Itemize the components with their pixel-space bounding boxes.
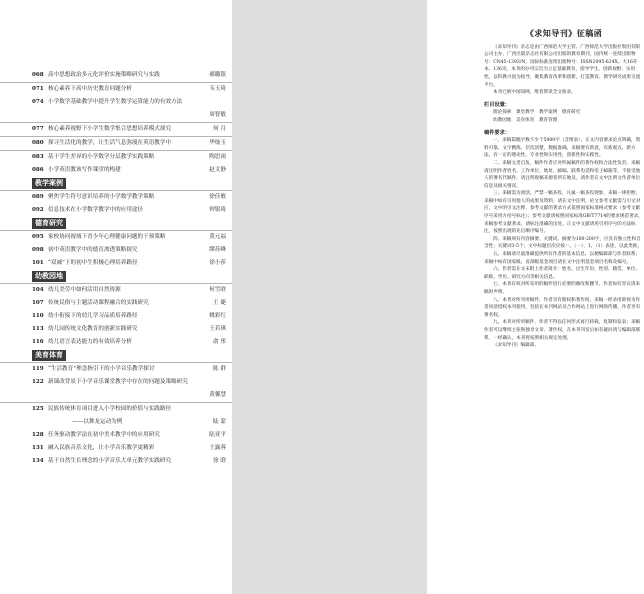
toc-page-number: 119 <box>32 366 44 372</box>
toc-title: 基于自然生长理念的小学音乐大单元教学实践研究 <box>48 458 172 464</box>
toc-entry[interactable] <box>0 403 232 416</box>
toc-entry[interactable] <box>0 376 232 389</box>
toc-title: 聚焦学生符号意识培养的小学数学教学策略 <box>48 194 155 200</box>
toc-list <box>0 69 232 468</box>
toc-author: 何 月 <box>213 126 226 132</box>
toc-entry[interactable] <box>0 429 232 442</box>
toc-title: 民族传统体育项目进入小学校园的价值与实践路径 <box>48 406 172 412</box>
columns-line-1: 理论探索 课堂教学 教学案例 德育研究 <box>493 110 581 116</box>
toc-title: 新课改背景下小学音乐课堂教学中存在的问题及策略研究 <box>48 379 188 385</box>
toc-author: 陆亚平 <box>209 432 226 438</box>
toc-entry[interactable] <box>0 231 232 244</box>
section-header <box>0 270 232 284</box>
toc-title: 核心素养视野下小学生数学集合思想培养模式探究 <box>48 126 172 132</box>
toc-entry[interactable] <box>0 310 232 323</box>
toc-title: 初中英语教学中的德育渗透策略探究 <box>48 247 138 253</box>
toc-title: 信息技术在小学数学教学中的应用途径 <box>48 207 144 213</box>
toc-page-number: 068 <box>32 72 44 78</box>
toc-title: “生活教育”理念指引下的小学音乐教学探讨 <box>48 366 155 372</box>
toc-title: 家校协同视域下青少年心理健康问题的干预策略 <box>48 234 166 240</box>
toc-title: 高中思想政治多元化评价实施策略研究与实践 <box>48 72 160 78</box>
toc-author: 陶思雨 <box>209 154 226 160</box>
toc-title: 小学数学基础教学中提升学生数学运算能力的有效方法 <box>48 99 183 105</box>
toc-page-number: 071 <box>32 86 44 92</box>
toc-page-number: 134 <box>32 458 44 464</box>
toc-entry[interactable] <box>0 323 232 336</box>
section-label: 幼教园地 <box>32 271 66 282</box>
toc-entry[interactable] <box>0 69 232 83</box>
toc-page-number: 077 <box>32 126 44 132</box>
requirement-6: 六、作者需在文末附上作者简介：姓名、出生年份、性别、籍贯、单位、职称、学历、研究方向等相关信息。 <box>484 267 641 280</box>
toc-page-number: 107 <box>32 300 44 306</box>
toc-page-number: 128 <box>32 432 44 438</box>
toc-entry[interactable] <box>0 455 232 468</box>
toc-entry[interactable] <box>0 389 232 403</box>
call-for-papers-panel <box>232 0 643 594</box>
toc-entry[interactable] <box>0 151 232 164</box>
requirement-7: 七、本刊有权对所采用的稿件进行必要的修改和删节，作者如有异议请来稿时声明。 <box>484 282 641 295</box>
toc-page-number: 080 <box>32 140 44 146</box>
toc-author: 王露蓉 <box>209 445 226 451</box>
toc-entry[interactable] <box>0 96 232 109</box>
toc-page-number: 074 <box>32 99 44 105</box>
toc-title: 任务驱动教学法在初中美术教学中的应用研究 <box>48 432 160 438</box>
toc-entry[interactable] <box>0 204 232 217</box>
toc-author: 徐佳敏 <box>209 194 226 200</box>
requirement-9: 九、本刊对所用稿件，作者不得以任何形式再行转载、复制和发表；来稿作者可以继续主张和独享文章、著作权，在本刊刊发后如有疑问请与编辑部联系，一经确认，本刊将按照相关规定处理。 <box>484 320 641 341</box>
section-label: 教学案例 <box>32 178 66 189</box>
toc-entry[interactable] <box>0 164 232 177</box>
section-header <box>0 217 232 231</box>
call-closing: 《求知导刊》编辑部。 <box>493 343 539 349</box>
toc-title: 幼小衔接下的幼儿学习品质培养路径 <box>48 313 138 319</box>
toc-page-number: 095 <box>32 234 44 240</box>
toc-author: 陈 群 <box>213 366 226 372</box>
toc-author: 黄元福 <box>209 234 226 240</box>
toc-title: 小学英语教该写作课堂的构建 <box>48 167 121 173</box>
toc-page-number: 089 <box>32 194 44 200</box>
toc-author: 黄馨慧 <box>209 392 226 398</box>
requirements-heading: 稿件要求： <box>484 129 510 136</box>
toc-author: 俞 彤 <box>213 339 226 345</box>
toc-entry[interactable] <box>0 83 232 96</box>
toc-author: 徐 晗 <box>213 458 226 464</box>
toc-title: 幼儿园传统文化教育的创新实践研究 <box>48 326 138 332</box>
call-for-papers <box>484 30 644 350</box>
toc-page-number: 116 <box>32 339 44 345</box>
toc-title: 传统民俗与主题活动课程融合的实践研究 <box>48 300 149 306</box>
columns-heading: 栏目设置： <box>484 101 510 108</box>
requirement-1: 一、来稿篇幅字数不少于5000字（含图表），正文内容要求论点明确，资料可靠，文字精炼，层次清楚，数据准确，来稿要有新意，有新观点、新方法，有一定的理论性、专业性和实用性，创新性和实践性。 <box>484 138 641 159</box>
toc-page-number: 101 <box>32 260 44 266</box>
toc-entry[interactable] <box>0 336 232 349</box>
toc-entry[interactable] <box>0 297 232 310</box>
toc-entry[interactable] <box>0 284 232 297</box>
toc-entry[interactable] <box>0 137 232 151</box>
section-label: 美育体育 <box>32 350 66 361</box>
toc-entry[interactable] <box>0 244 232 257</box>
toc-author: 韦玉琦 <box>209 86 226 92</box>
toc-page-number: 104 <box>32 287 44 293</box>
columns-line-2: 幼教园地 美育体育 教育管理 <box>493 117 558 123</box>
toc-entry[interactable] <box>0 416 232 429</box>
toc-title: “双减”下的初中生积极心理培养路径 <box>48 260 138 266</box>
section-label: 德育研究 <box>32 218 66 229</box>
toc-page-number: 092 <box>32 207 44 213</box>
toc-author: 王 婕 <box>213 300 226 306</box>
toc-page-number: 113 <box>32 326 44 332</box>
toc-title: 融入民族音乐文化，让小学音乐教学更精彩 <box>48 445 155 451</box>
requirement-3: 三、来稿需为原创，严禁一稿多投，凡属一稿多投现象，来稿一律拒绝；来稿中如有引用他人的成果及资料，请在文中注明，论文参考文献需与引文对应，文中的引文注释，参考文献的著录方式依照国家标准格式要求（参考文献序号采用方括号标注）；参考文献请按照国家标准GB/T7714的要求规范著录，来稿参考文献著录，请标注准确的出处。正文中文献请用引用序号的方法标注，按照出现的先后顺序编号。 <box>484 191 643 235</box>
toc-page-number: 083 <box>32 154 44 160</box>
toc-title: 基于学生差异的小学数学分层教学实践策略 <box>48 154 155 160</box>
toc-page-number: 122 <box>32 379 44 385</box>
toc-author: 周智敏 <box>209 112 226 118</box>
toc-author: 缪苏峰 <box>209 247 226 253</box>
call-title: 《求知导刊》征稿函 <box>525 28 603 38</box>
requirement-2: 二、来稿文责自负，稿件作者应对所属稿件的著作权和合法性负责。来稿请注明作者姓名、工作单位、地址、邮编、联系电话和电子邮箱等，不接受他人的署名代稿件，请注明收稿来源者所在地及，请作者在文中注明文作者单位信息及相关情况。 <box>484 160 641 189</box>
toc-author: 姚彩红 <box>209 313 226 319</box>
toc-entry[interactable] <box>0 442 232 455</box>
requirement-5: 五、来稿请尽量准确提供所有作者的基本信息，以便编辑部与作者联系；来稿中如有国家级、省部级基金项目请在文中注明基金项目名称及编号。 <box>484 252 641 265</box>
toc-author: 赵文静 <box>209 167 226 173</box>
toc-title: ——以舞龙运动为例 <box>72 419 123 425</box>
call-intro: 《求知导刊》杂志是由广西师范大学主管、广西师范大学出版社集团有限公司主办、广西出版杂志社有限公司出版的教育期刊，国内统一连续出版物号：CN45-1393/N，国际标准连续出版物号：ISSN2095-624X。大16开本，136页。本刊的办刊宗旨为立足基础教育，指导学生、创新视野、实用性。以科教兴国为指导，聚焦教育改革和创新，打造教育、教学研究成果交流平台。 <box>484 44 641 88</box>
toc-title: 探寻生活化的教学，让生活气息弥漫在英语教学中 <box>48 140 172 146</box>
call-welcome: 本刊已被中国知网、维普资讯全文收录。 <box>493 90 576 96</box>
toc-author: 陆 蒙 <box>213 419 226 425</box>
toc-author: 徐小莎 <box>209 260 226 266</box>
requirement-8: 八、本刊对所刊用稿件，作者享有版权和著作权，来稿一经录用即视为作者同意授权本刊使用，包括在本刊网站及合作网站上进行网络传播，作者享有署名权。 <box>484 297 641 318</box>
toc-title: 幼儿美劳中如何活用自然资源 <box>48 287 121 293</box>
toc-author: 华灿玉 <box>209 140 226 146</box>
toc-entry[interactable] <box>0 363 232 376</box>
toc-entry[interactable] <box>0 109 232 123</box>
toc-author: 郝璐银 <box>209 72 226 78</box>
toc-author: 钟银琦 <box>209 207 226 213</box>
toc-author: 王若琪 <box>209 326 226 332</box>
toc-page-number: 110 <box>32 313 44 319</box>
section-header <box>0 349 232 363</box>
toc-title: 核心素养下高中历史教育问题分析 <box>48 86 132 92</box>
requirement-4: 四、来稿须有内容摘要、关键词。摘要为100-200字，应具有独立性和自含性；关键词3-5个；文中标题层次应按一、（一）、1、（1）表述，以此类推。 <box>484 236 642 250</box>
toc-entry[interactable] <box>0 123 232 137</box>
toc-page-number: 098 <box>32 247 44 253</box>
toc-page-number: 086 <box>32 167 44 173</box>
toc-title: 幼儿语言表达能力的有效培养分析 <box>48 339 132 345</box>
toc-entry[interactable] <box>0 191 232 204</box>
toc-entry[interactable] <box>0 257 232 270</box>
toc-author: 何雪晗 <box>209 287 226 293</box>
toc-page-number: 131 <box>32 445 44 451</box>
table-of-contents-panel <box>0 0 232 594</box>
toc-page-number: 125 <box>32 406 44 412</box>
section-header <box>0 177 232 191</box>
